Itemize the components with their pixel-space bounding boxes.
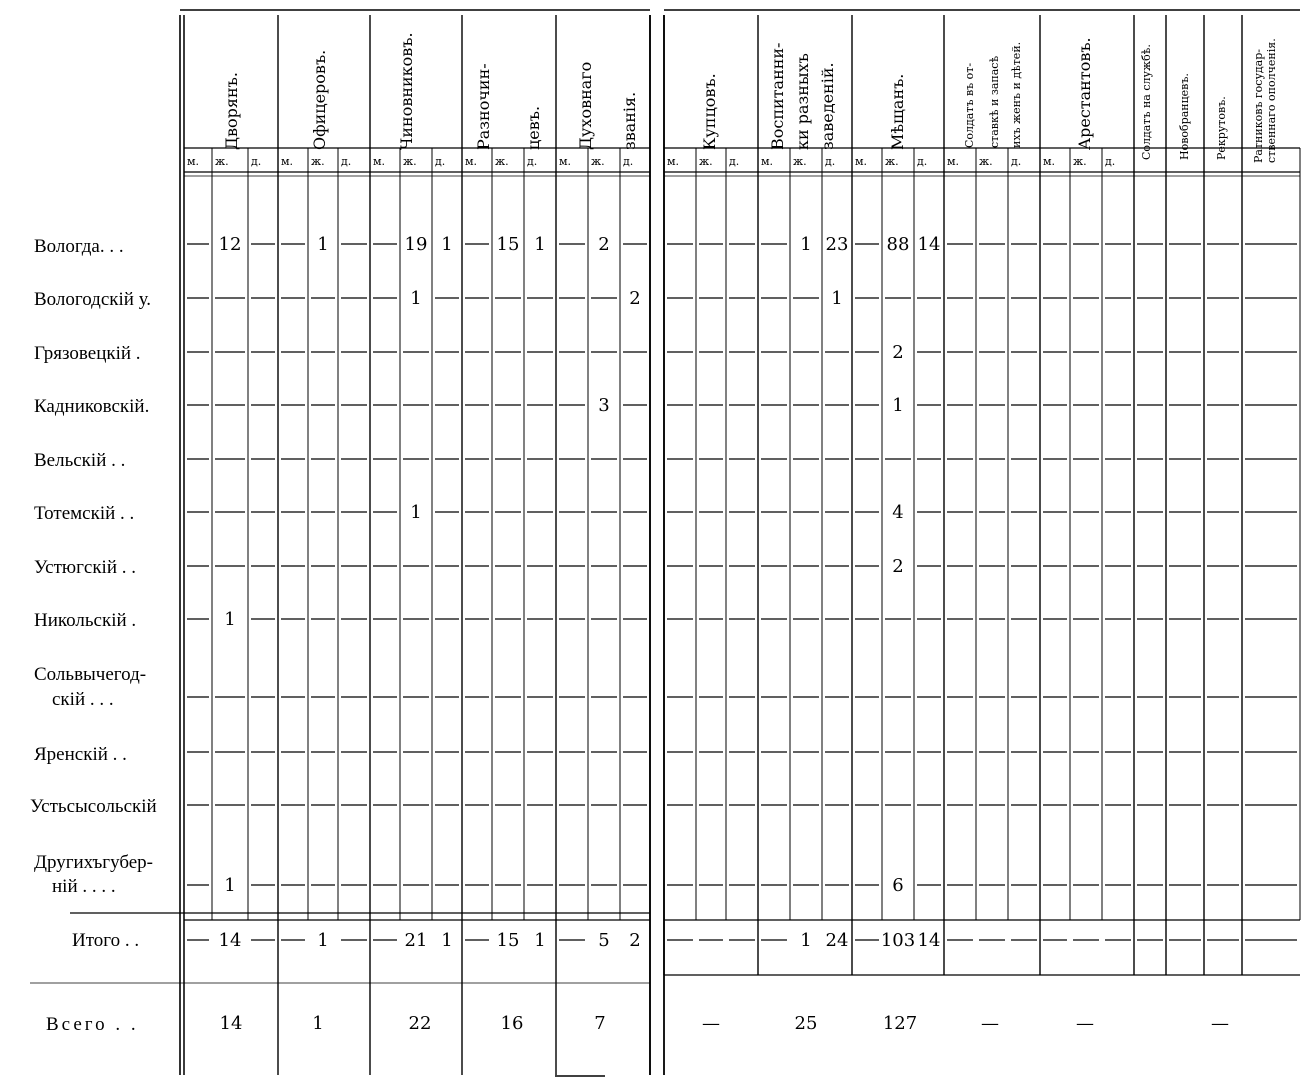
subcolumn-label: м. [947, 155, 960, 168]
row-label-yarenskiy: Яренскій . . [34, 744, 127, 765]
subcolumn-label: д. [917, 155, 928, 168]
cell-value: 4 [892, 502, 904, 523]
row-label-gryazoveckiy: Грязовецкій . [34, 343, 141, 364]
subcolumn-label: д. [1105, 155, 1116, 168]
cell-value: 23 [825, 234, 849, 255]
header-raznochincev-2: цевъ. [524, 105, 543, 150]
header-oficerov: Офицеровъ. [310, 49, 329, 150]
cell-value: 1 [224, 609, 236, 630]
header-kupcov: Купцовъ. [700, 73, 719, 150]
subcolumn-label: м. [465, 155, 478, 168]
subcolumn-label: ж. [311, 155, 325, 168]
header-arestantov: Арестантовъ. [1075, 37, 1094, 150]
header-duhovnago-2: званія. [620, 91, 639, 150]
header-soldat-sluzh: Солдатъ на службѣ. [1140, 44, 1153, 160]
subcolumn-label: м. [1043, 155, 1056, 168]
subcolumn-label: ж. [699, 155, 713, 168]
subcolumn-label: д. [825, 155, 836, 168]
row-label-totemskiy: Тотемскій . . [34, 503, 135, 524]
cell-value: 1 [441, 234, 453, 255]
cell-value: 14 [218, 930, 242, 951]
cell-value: 1 [224, 875, 236, 896]
subcolumn-label: д. [623, 155, 634, 168]
row-label-vsego: Всего . . [46, 1014, 139, 1035]
cell-value: 1 [534, 930, 546, 951]
subcolumn-label: ж. [979, 155, 993, 168]
header-vosp-2: ки разныхъ [793, 53, 812, 150]
cell-value: 1 [800, 930, 812, 951]
row-label-ustyugskiy: Устюгскій . . [34, 557, 137, 578]
cell-value: 19 [404, 234, 428, 255]
header-chinovnikov: Чиновниковъ. [397, 32, 416, 150]
grand-total-value: — [702, 1013, 720, 1034]
grand-total-value: 22 [408, 1013, 432, 1034]
cell-value: 1 [410, 288, 422, 309]
cell-value: 88 [886, 234, 910, 255]
row-label-kadnikovskiy: Кадниковскій. [34, 396, 150, 417]
grand-total-value: — [1076, 1013, 1094, 1034]
row-label-itogo: Итого . . [72, 930, 140, 951]
subcolumn-label: ж. [495, 155, 509, 168]
row-label-ustsysolskiy: Устьсысольскій [30, 796, 157, 817]
header-novobrancev: Новобранцевъ. [1178, 73, 1191, 160]
header-meshchan: Мѣщанъ. [888, 73, 907, 150]
cell-value: 3 [598, 395, 610, 416]
grand-total-value: 127 [882, 1013, 918, 1034]
cell-value: 2 [892, 342, 904, 363]
subcolumn-label: д. [251, 155, 262, 168]
cell-value: 2 [629, 288, 641, 309]
grand-total-value: 16 [500, 1013, 524, 1034]
cell-value: 1 [410, 502, 422, 523]
cell-value: 103 [880, 930, 916, 951]
row-label-vologda: Вологда. . . [34, 236, 124, 257]
cell-value: 2 [598, 234, 610, 255]
cell-value: 21 [404, 930, 428, 951]
row-label-vologodskiy: Вологодскій у. [34, 289, 152, 310]
cell-value: 14 [917, 234, 941, 255]
subcolumn-label: д. [729, 155, 740, 168]
header-rekrutov: Рекрутовъ. [1215, 96, 1228, 160]
cell-value: 1 [534, 234, 546, 255]
row-label-velskiy: Вельскій . . [34, 450, 126, 471]
row-label-drugih-1: Другихъгубер- [34, 852, 153, 873]
subcolumn-label: м. [855, 155, 868, 168]
subcolumn-label: ж. [1073, 155, 1087, 168]
subcolumn-label: ж. [885, 155, 899, 168]
subcolumn-label: м. [281, 155, 294, 168]
subcolumn-label: м. [559, 155, 572, 168]
cell-value: 15 [496, 234, 520, 255]
cell-value: 1 [441, 930, 453, 951]
subcolumn-label: д. [435, 155, 446, 168]
subcolumn-label: ж. [215, 155, 229, 168]
subcolumn-label: ж. [403, 155, 417, 168]
grand-total-value: — [1211, 1013, 1229, 1034]
cell-value: 14 [917, 930, 941, 951]
header-duhovnago-1: Духовнаго [576, 61, 595, 150]
subcolumn-label: м. [667, 155, 680, 168]
subcolumn-label: ж. [591, 155, 605, 168]
cell-value: 5 [598, 930, 610, 951]
row-label-drugih-2: ній . . . . [52, 876, 116, 897]
header-ratnikov-2: ственнаго ополченія. [1265, 38, 1278, 163]
row-label-solvychegod-1: Сольвычегод- [34, 664, 147, 685]
subcolumn-label: д. [527, 155, 538, 168]
header-soldat-otst-2: ставкѣ и запасѣ [988, 55, 1001, 148]
row-label-solvychegod-2: скій . . . [52, 689, 114, 710]
header-ratnikov-1: Ратниковъ государ- [1252, 48, 1265, 163]
header-soldat-otst-3: ихъ женъ и дѣтей. [1010, 41, 1023, 148]
header-vosp-1: Воспитанни- [768, 42, 787, 150]
cell-value: 6 [892, 875, 904, 896]
subcolumn-label: м. [761, 155, 774, 168]
cell-value: 1 [800, 234, 812, 255]
grand-total-value: 7 [594, 1013, 606, 1034]
header-soldat-otst-1: Солдатъ въ от- [963, 62, 976, 148]
subcolumn-label: м. [187, 155, 200, 168]
cell-value: 12 [218, 234, 242, 255]
subcolumn-label: д. [1011, 155, 1022, 168]
header-dvoryan: Дворянъ. [222, 72, 241, 150]
cell-value: 1 [831, 288, 843, 309]
grand-total-value: 1 [312, 1013, 324, 1034]
grand-total-value: 14 [219, 1013, 243, 1034]
cell-value: 1 [892, 395, 904, 416]
grand-total-value: — [981, 1013, 999, 1034]
cell-value: 15 [496, 930, 520, 951]
cell-value: 2 [892, 556, 904, 577]
grand-total-value: 25 [794, 1013, 818, 1034]
cell-value: 1 [317, 930, 329, 951]
cell-value: 1 [317, 234, 329, 255]
cell-value: 2 [629, 930, 641, 951]
subcolumn-label: д. [341, 155, 352, 168]
row-label-nikolskiy: Никольскій . [34, 610, 137, 631]
header-vosp-3: заведеній. [818, 62, 837, 150]
cell-value: 24 [825, 930, 849, 951]
subcolumn-label: м. [373, 155, 386, 168]
subcolumn-label: ж. [793, 155, 807, 168]
header-raznochincev-1: Разночин- [474, 63, 493, 150]
